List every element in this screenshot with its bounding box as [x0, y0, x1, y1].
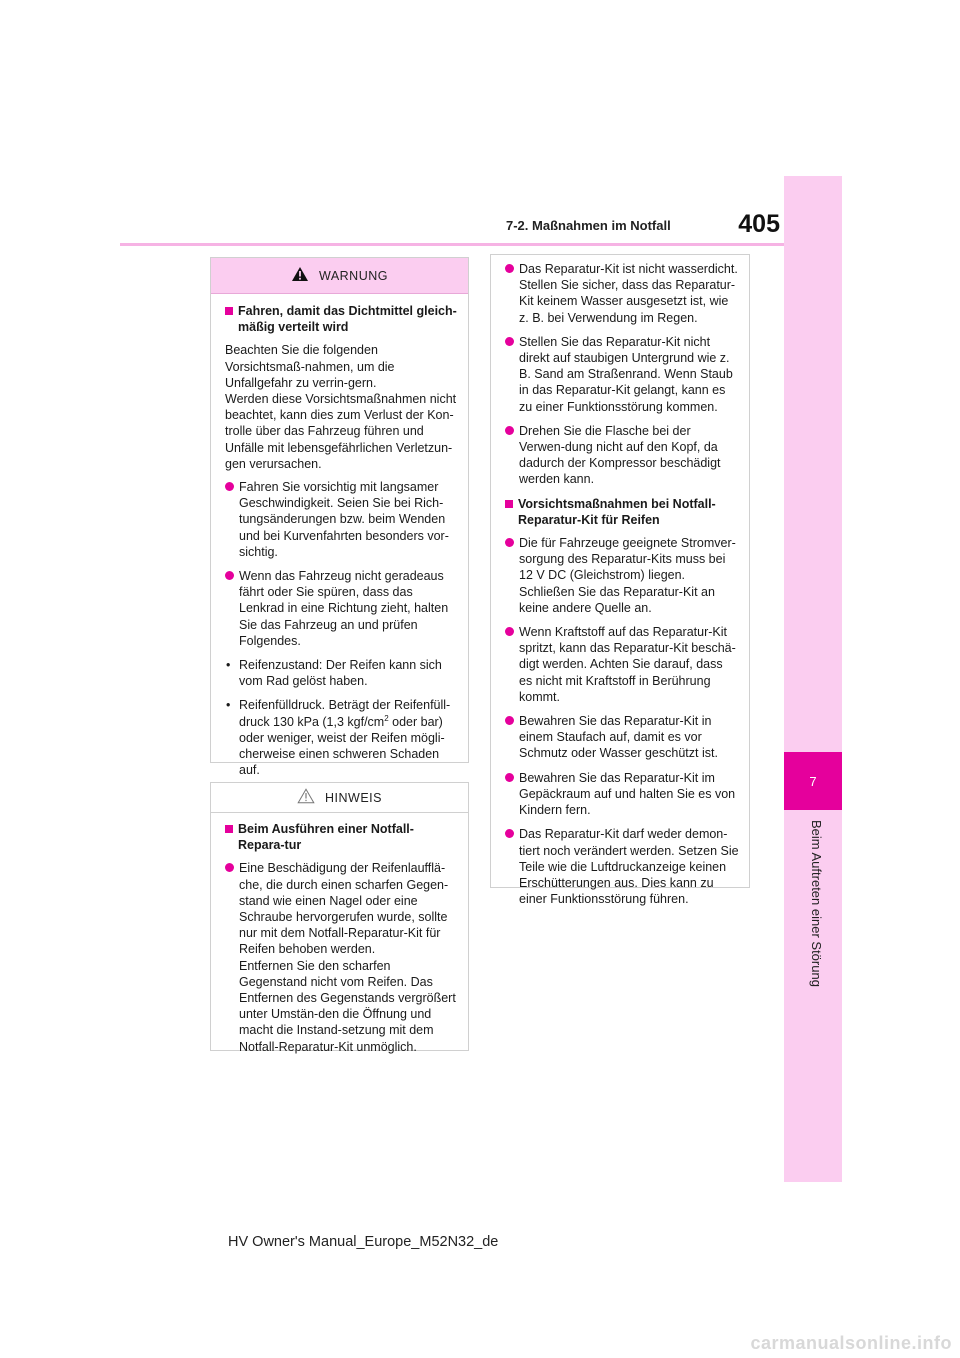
- note-box-title: HINWEIS: [325, 790, 382, 805]
- list-item: Wenn das Fahrzeug nicht geradeaus fährt oder Sie spüren, dass das Lenkrad in eine Richtung zieht, halten Sie das Fahrzeug an und prüfen Folgendes.: [225, 568, 458, 649]
- list-item: Drehen Sie die Flasche bei der Verwen-dung nicht auf den Kopf, da dadurch der Kompressor beschädigt werden kann.: [505, 423, 739, 488]
- watermark: carmanualsonline.info: [750, 1333, 952, 1353]
- list-item: Bewahren Sie das Reparatur-Kit im Gepäckraum auf und halten Sie es von Kindern fern.: [505, 770, 739, 819]
- warning-box-title: WARNUNG: [318, 268, 388, 283]
- caution-triangle-icon: [297, 788, 315, 807]
- bullet-item: • Reifenzustand: Der Reifen kann sich vom Rad gelöst haben.: [225, 657, 458, 689]
- chapter-number: 7: [784, 752, 842, 810]
- bullet-text-pre: Reifenfülldruck. Beträgt der Reifenfüll-druck 130 kPa (1,3 kgf/cm: [239, 698, 451, 729]
- warning-box-body: [211, 294, 468, 778]
- list-item: Eine Beschädigung der Reifenlaufflä-che, die durch einen scharfen Gegen-stand wie einen Nagel oder eine Schraube hervorgerufen wurde, sollte nur mit dem Notfall-Reparatur-Kit für Reifen behoben werden. Entfernen Sie den scharfen Gegenstand nicht vom Reifen. Das Entfernen des Gegenstands vergrößert unter Umstän-den die Öffnung und macht die Instand-setzung mit dem Notfall-Reparatur-Kit unmöglich.: [225, 860, 458, 1054]
- list-item: Bewahren Sie das Reparatur-Kit in einem Staufach auf, damit es vor Schmutz oder Wasser geschützt ist.: [505, 713, 739, 762]
- list-item: Das Reparatur-Kit darf weder demon-tiert noch verändert werden. Setzen Sie Teile wie die Luftdruckanzeige keinen Erschütterungen aus. Dies kann zu einer Funktionsstörung führen.: [505, 826, 739, 907]
- warning-box: [210, 257, 469, 778]
- section-title: 7-2. Maßnahmen im Notfall: [506, 218, 671, 233]
- list-item: Fahren Sie vorsichtig mit langsamer Geschwindigkeit. Seien Sie bei Rich-tungsänderungen bzw. beim Wenden und bei Kurvenfahrten besonders vor-sichtig.: [225, 479, 458, 560]
- manual-footer: HV Owner's Manual_Europe_M52N32_de: [228, 1234, 499, 1250]
- note-continuation-body: [491, 255, 749, 907]
- note-box-header: [211, 783, 468, 813]
- header-rule: [120, 243, 784, 246]
- list-item: Wenn Kraftstoff auf das Reparatur-Kit spritzt, kann das Reparatur-Kit beschä-digt werden. Achten Sie darauf, dass es nicht mit Kraftstoff in Berührung kommt.: [505, 624, 739, 705]
- chapter-title: Beim Auftreten einer Störung: [809, 820, 824, 987]
- note-box: [210, 782, 469, 1054]
- note-box-body: [211, 813, 468, 1055]
- warning-heading: Fahren, damit das Dichtmittel gleich-mäßig verteilt wird: [225, 303, 458, 335]
- bullet-text-post: oder bar) oder weniger, weist der Reifen mögli-cherweise einen schweren Schaden auf.: [239, 714, 445, 778]
- bullet-item: [225, 697, 458, 778]
- warning-intro: Beachten Sie die folgenden Vorsichtsmaß-nahmen, um die Unfallgefahr zu verrin-gern. Werden diese Vorsichtsmaßnahmen nicht beachtet, kann dies zum Verlust der Kon-trolle über das Fahrzeug führen und Unfälle mit lebensgefährlichen Verletzun-gen verursachen.: [225, 343, 457, 471]
- note-continuation-box: [490, 254, 750, 907]
- list-item: Die für Fahrzeuge geeignete Stromver-sorgung des Reparatur-Kits muss bei 12 V DC (Gleichstrom) liegen. Schließen Sie das Reparatur-Kit an keine andere Quelle an.: [505, 535, 739, 616]
- superscript: 2: [384, 713, 389, 723]
- kit-precautions-heading: Vorsichtsmaßnahmen bei Notfall-Reparatur-Kit für Reifen: [505, 496, 739, 528]
- list-item: Das Reparatur-Kit ist nicht wasserdicht. Stellen Sie sicher, dass das Reparatur-Kit keinem Wasser ausgesetzt ist, wie z. B. bei Verwendung im Regen.: [505, 261, 739, 326]
- warning-triangle-icon: [291, 266, 309, 285]
- warning-box-header: [211, 258, 468, 294]
- list-item: Stellen Sie das Reparatur-Kit nicht direkt auf staubigen Untergrund wie z. B. Sand am Straßenrand. Wenn Staub in das Reparatur-Kit gelangt, kann es zu einer Funktionsstörung kommen.: [505, 334, 739, 415]
- page-number: 405: [738, 210, 780, 238]
- note-heading: Beim Ausführen einer Notfall-Repara-tur: [225, 821, 458, 853]
